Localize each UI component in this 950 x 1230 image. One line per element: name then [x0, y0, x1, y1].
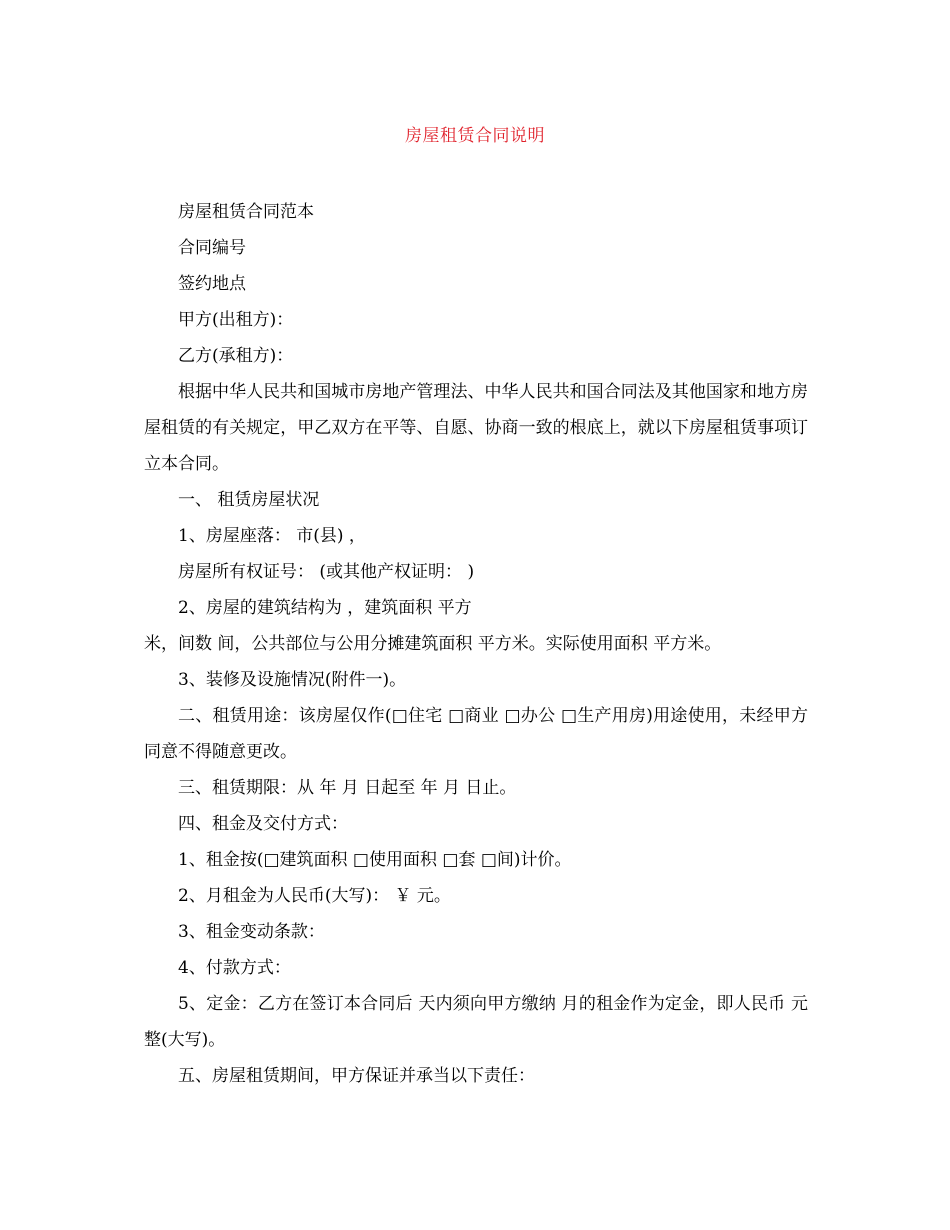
paragraph-section-2-usage: 二、租赁用途：该房屋仅作(□住宅 □商业 □办公 □生产用房)用途使用，未经甲方同意不得随意更改。 — [144, 706, 808, 762]
paragraph-section-3-term: 三、租赁期限：从 年 月 日起至 年 月 日止。 — [178, 778, 517, 798]
paragraph-1-1-location: 1、房屋座落： 市(县) ， — [178, 526, 366, 546]
paragraph-contract-number: 合同编号 — [178, 238, 246, 258]
paragraph-4-4-payment-method: 4、付款方式： — [178, 958, 291, 978]
paragraph-ownership-certificate: 房屋所有权证号： (或其他产权证明： ) — [178, 562, 475, 582]
paragraph-4-2-monthly-rent: 2、月租金为人民币(大写)： ￥ 元。 — [178, 886, 451, 906]
paragraph-signing-place: 签约地点 — [178, 274, 246, 294]
paragraph-4-3-rent-change: 3、租金变动条款： — [178, 922, 325, 942]
paragraph-section-5-heading: 五、房屋租赁期间，甲方保证并承当以下责任： — [178, 1066, 535, 1086]
paragraph-section-4-heading: 四、租金及交付方式： — [178, 814, 348, 834]
paragraph-section-1-heading: 一、 租赁房屋状况 — [178, 490, 320, 510]
paragraph-template-name: 房屋租赁合同范本 — [178, 202, 314, 222]
paragraph-4-5-deposit: 5、定金：乙方在签订本合同后 天内须向甲方缴纳 月的租金作为定金，即人民币 元整(大写)。 — [144, 994, 808, 1050]
paragraph-1-2-structure: 2、房屋的建筑结构为 ，建筑面积 平方 — [178, 598, 472, 618]
paragraph-preamble: 根据中华人民共和国城市房地产管理法、中华人民共和国合同法及其他国家和地方房屋租赁的有关规定，甲乙双方在平等、自愿、协商一致的根底上，就以下房屋租赁事项订立本合同。 — [144, 382, 808, 474]
paragraph-party-a: 甲方(出租方)： — [178, 310, 294, 330]
paragraph-1-2-area: 米，间数 间，公共部位与公用分摊建筑面积 平方米。实际使用面积 平方米。 — [144, 634, 722, 654]
paragraph-4-1-pricing: 1、租金按(□建筑面积 □使用面积 □套 □间)计价。 — [178, 850, 572, 870]
paragraph-party-b: 乙方(承租方)： — [178, 346, 294, 366]
paragraph-1-3-decoration: 3、装修及设施情况(附件一)。 — [178, 670, 407, 690]
document-title: 房屋租赁合同说明 — [405, 126, 545, 146]
document-body — [144, 194, 808, 1094]
